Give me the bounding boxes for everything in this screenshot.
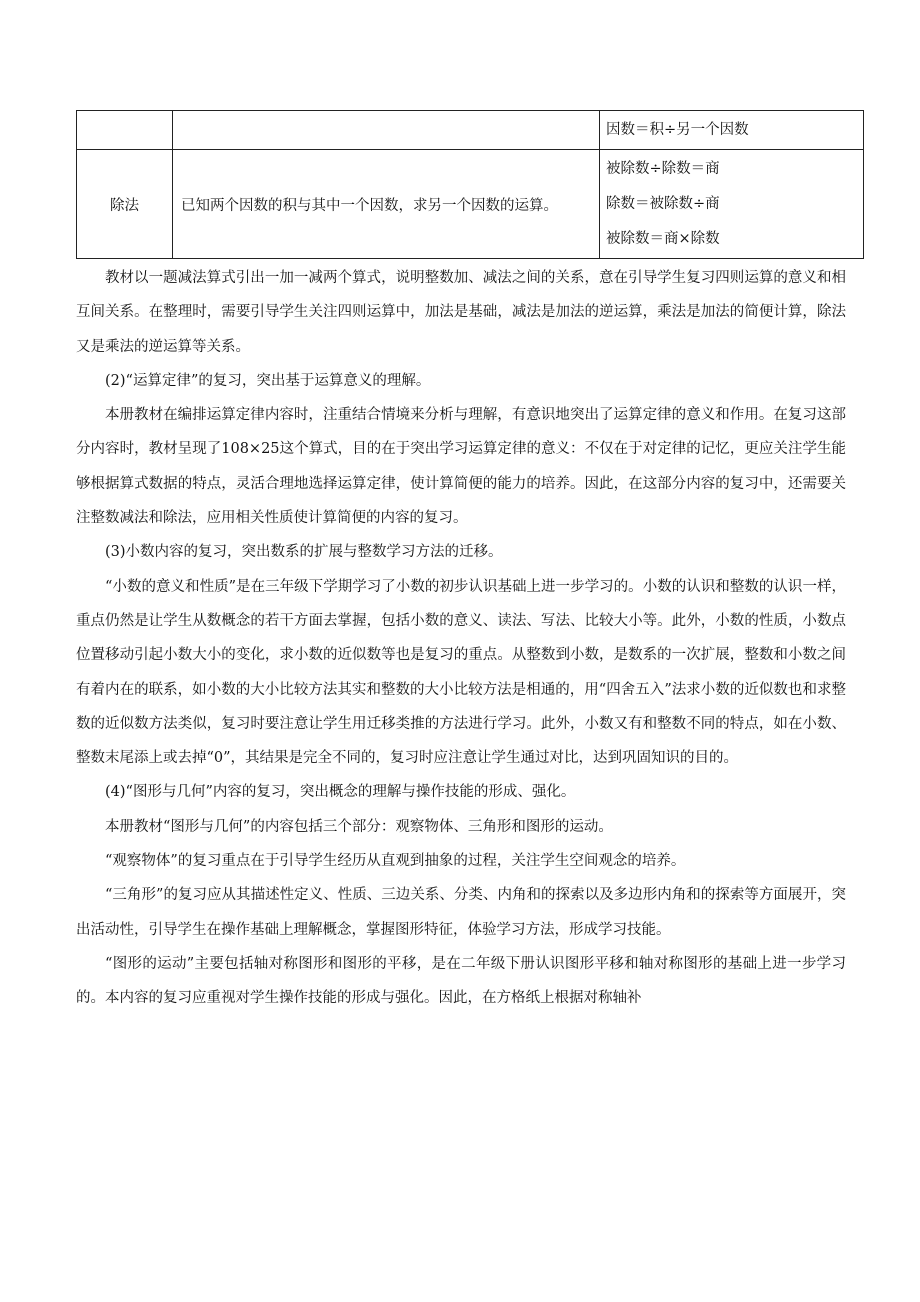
table-row <box>77 111 864 150</box>
section-heading: (4)“图形与几何”内容的复习，突出概念的理解与操作技能的形成、强化。 <box>105 784 576 801</box>
document-page <box>76 110 846 1016</box>
definition-cell <box>173 111 600 150</box>
formula-cell <box>600 150 864 259</box>
paragraph: “小数的意义和性质”是在三年级下学期学习了小数的初步认识基础上进一步学习的。小数的认识和整数的认识一样，重点仍然是让学生从数概念的若干方面去掌握，包括小数的意义、读法、写法、比较大小等。此外，小数的性质，小数点位置移动引起小数大小的变化，求小数的近似数等也是复习的重点。从整数到小数，是数系的一次扩展，整数和小数之间有着内在的联系，如小数的大小比较方法其实和整数的大小比较方法是相通的，用“四舍五入”法求小数的近似数也和求整数的近似数方法类似，复习时要注意让学生用迁移类推的方法进行学习。此外，小数又有和整数不同的特点，如在小数、整数末尾添上或去掉“0”，其结果是完全不同的，复习时应注意让学生通过对比，达到巩固知识的目的。 <box>76 578 846 767</box>
formula-line: 除数＝被除数÷商 <box>606 195 720 212</box>
table-row <box>77 150 864 259</box>
operations-table <box>76 110 864 259</box>
operation-name-cell <box>77 111 173 150</box>
definition-cell: 已知两个因数的积与其中一个因数，求另一个因数的运算。 <box>173 150 600 259</box>
paragraph: 本册教材在编排运算定律内容时，注重结合情境来分析与理解，有意识地突出了运算定律的意义和作用。在复习这部分内容时，教材呈现了108×25这个算式，目的在于突出学习运算定律的意义：不仅在于对定律的记忆，更应关注学生能够根据算式数据的特点，灵活合理地选择运算定律，使计算简便的能力的培养。因此，在这部分内容的复习中，还需要关注整数减法和除法，应用相关性质使计算简便的内容的复习。 <box>76 407 846 527</box>
section-heading: (3)小数内容的复习，突出数系的扩展与整数学习方法的迁移。 <box>105 544 503 561</box>
paragraph: “图形的运动”主要包括轴对称图形和图形的平移，是在二年级下册认识图形平移和轴对称图形的基础上进一步学习的。本内容的复习应重视对学生操作技能的形成与强化。因此，在方格纸上根据对称轴补 <box>76 955 846 1007</box>
formula-line: 被除数＝商×除数 <box>606 230 720 247</box>
section-heading: (2)“运算定律”的复习，突出基于运算意义的理解。 <box>105 372 431 389</box>
paragraph: 教材以一题减法算式引出一加一减两个算式，说明整数加、减法之间的关系，意在引导学生复习四则运算的意义和相互间关系。在整理时，需要引导学生关注四则运算中，加法是基础，减法是加法的逆运算，乘法是加法的简便计算，除法又是乘法的逆运算等关系。 <box>76 270 846 355</box>
body-text <box>76 261 846 1016</box>
paragraph: “三角形”的复习应从其描述性定义、性质、三边关系、分类、内角和的探索以及多边形内角和的探索等方面展开，突出活动性，引导学生在操作基础上理解概念，掌握图形特征，体验学习方法，形成学习技能。 <box>76 887 846 938</box>
paragraph: “观察物体”的复习重点在于引导学生经历从直观到抽象的过程，关注学生空间观念的培养。 <box>105 853 686 870</box>
paragraph: 本册教材“图形与几何”的内容包括三个部分：观察物体、三角形和图形的运动。 <box>105 818 613 835</box>
operation-name-cell: 除法 <box>77 150 173 259</box>
formula-line: 因数＝积÷另一个因数 <box>606 121 749 138</box>
formula-line: 被除数÷除数＝商 <box>606 160 720 177</box>
formula-cell <box>600 111 864 150</box>
